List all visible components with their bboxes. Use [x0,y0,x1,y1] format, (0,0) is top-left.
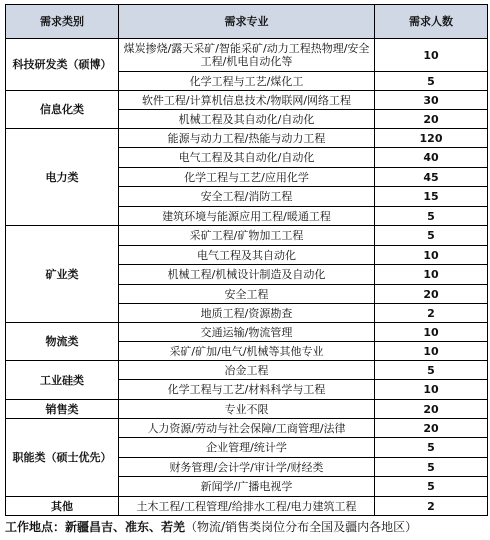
count-cell: 120 [375,129,488,148]
table-row [6,39,488,72]
major-cell: 机械工程/机械设计制造及自动化 [119,265,375,285]
major-cell: 人力资源/劳动与社会保障/工商管理/法律 [119,419,375,438]
table-row [6,400,488,419]
work-location-remark: （物流/销售类岗位分布全国及疆内各地区） [185,520,418,534]
category-cell: 科技研发类（硕博） [6,39,119,91]
category-cell: 物流类 [6,323,119,361]
major-cell: 煤炭掺烧/露天采矿/智能采矿/动力工程热物理/安全工程/机电自动化等 [119,39,375,72]
count-cell: 20 [375,110,488,129]
count-cell: 2 [375,497,488,516]
major-cell: 交通运输/物流管理 [119,323,375,342]
major-cell: 化学工程与工艺/材料科学与工程 [119,380,375,400]
count-cell: 5 [375,458,488,477]
count-cell: 20 [375,400,488,419]
major-cell: 机械工程及其自动化/自动化 [119,110,375,129]
count-cell: 30 [375,91,488,110]
table-row [6,361,488,380]
count-cell: 45 [375,168,488,187]
major-cell: 采矿/矿加/电气/机械等其他专业 [119,342,375,361]
major-cell: 专业不限 [119,400,375,419]
count-cell: 10 [375,342,488,361]
major-cell: 采矿工程/矿物加工工程 [119,226,375,246]
category-cell: 其他 [6,497,119,516]
count-cell: 10 [375,246,488,265]
work-location-label: 工作地点： [5,520,66,534]
count-cell: 10 [375,265,488,285]
work-location-list: 新疆昌吉、准东、若羌 [65,520,186,534]
major-cell: 化学工程与工艺/应用化学 [119,168,375,187]
category-cell: 销售类 [6,400,119,419]
major-cell: 新闻学/广播电视学 [119,477,375,497]
major-cell: 地质工程/资源勘查 [119,304,375,323]
table-body [6,39,488,516]
major-cell: 能源与动力工程/热能与动力工程 [119,129,375,148]
count-cell: 2 [375,304,488,323]
count-cell: 5 [375,226,488,246]
count-cell: 5 [375,207,488,226]
major-cell: 安全工程/消防工程 [119,187,375,207]
major-cell: 冶金工程 [119,361,375,380]
major-cell: 化学工程与工艺/煤化工 [119,72,375,91]
table-row [6,226,488,246]
category-cell: 职能类（硕士优先） [6,419,119,497]
major-cell: 财务管理/会计学/审计学/财经类 [119,458,375,477]
table-row [6,91,488,110]
header-row [6,5,488,39]
count-cell: 10 [375,323,488,342]
count-cell: 5 [375,72,488,91]
count-cell: 5 [375,361,488,380]
major-cell: 企业管理/统计学 [119,438,375,458]
category-cell: 工业硅类 [6,361,119,400]
header-count: 需求人数 [375,5,488,39]
category-cell: 矿业类 [6,226,119,323]
recruitment-table [5,4,488,516]
table-row [6,129,488,148]
table-row [6,419,488,438]
count-cell: 10 [375,380,488,400]
major-cell: 建筑环境与能源应用工程/暖通工程 [119,207,375,226]
count-cell: 5 [375,477,488,497]
recruitment-table-container [5,4,487,516]
count-cell: 20 [375,285,488,304]
count-cell: 20 [375,419,488,438]
count-cell: 40 [375,148,488,168]
category-cell: 电力类 [6,129,119,226]
major-cell: 电气工程及其自动化/自动化 [119,148,375,168]
header-major: 需求专业 [119,5,375,39]
count-cell: 15 [375,187,488,207]
count-cell: 5 [375,438,488,458]
header-category: 需求类别 [6,5,119,39]
major-cell: 电气工程及其自动化 [119,246,375,265]
category-cell: 信息化类 [6,91,119,129]
major-cell: 安全工程 [119,285,375,304]
work-location-note [5,519,489,535]
major-cell: 软件工程/计算机信息技术/物联网/网络工程 [119,91,375,110]
count-cell: 10 [375,39,488,72]
table-row [6,323,488,342]
major-cell: 土木工程/工程管理/给排水工程/电力建筑工程 [119,497,375,516]
table-row [6,497,488,516]
